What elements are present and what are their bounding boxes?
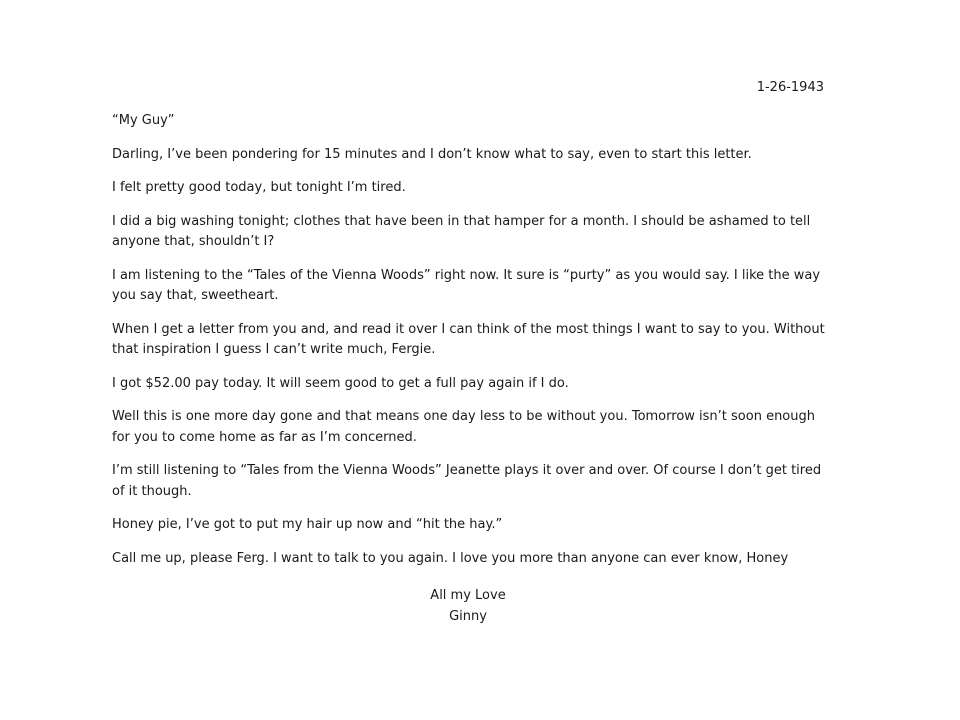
- letter-closing: All my Love: [430, 588, 506, 603]
- letter-paragraph: I got $52.00 pay today. It will seem good to get a full pay again if I do.: [112, 375, 569, 391]
- letter-paragraph: Call me up, please Ferg. I want to talk to you again. I love you more than anyone can ever know, Honey: [112, 550, 789, 566]
- letter-signature: Ginny: [449, 609, 487, 624]
- letter-paragraph: Darling, I’ve been pondering for 15 minutes and I don’t know what to say, even to start this letter.: [112, 146, 752, 162]
- letter-paragraph: I’m still listening to “Tales from the Vienna Woods” Jeanette plays it over and over. Of course I don’t get tired of it though.: [112, 463, 822, 499]
- letter-paragraph: I felt pretty good today, but tonight I’m tired.: [112, 180, 406, 195]
- letter-paragraph: Honey pie, I’ve got to put my hair up now and “hit the hay.”: [112, 517, 503, 532]
- letter-paragraph: When I get a letter from you and, and read it over I can think of the most things I want to say to you. Without that inspiration I guess I can’t write much, Fergie.: [112, 321, 825, 357]
- letter-paragraph: I did a big washing tonight; clothes that have been in that hamper for a month. I should be ashamed to tell anyone that, shouldn’t I?: [112, 213, 811, 249]
- letter-paragraph: I am listening to the “Tales of the Vienna Woods” right now. It sure is “purty” as you would say. I like the way you say that, sweetheart.: [112, 267, 821, 303]
- letter-date: 1-26-1943: [756, 80, 824, 95]
- letter-salutation: “My Guy”: [112, 113, 175, 128]
- letter-body: [112, 111, 828, 582]
- letter-closing-block: [368, 585, 568, 627]
- letter-paragraph: Well this is one more day gone and that means one day less to be without you. Tomorrow isn’t soon enough for you to come home as far as I’m concerned.: [112, 409, 815, 445]
